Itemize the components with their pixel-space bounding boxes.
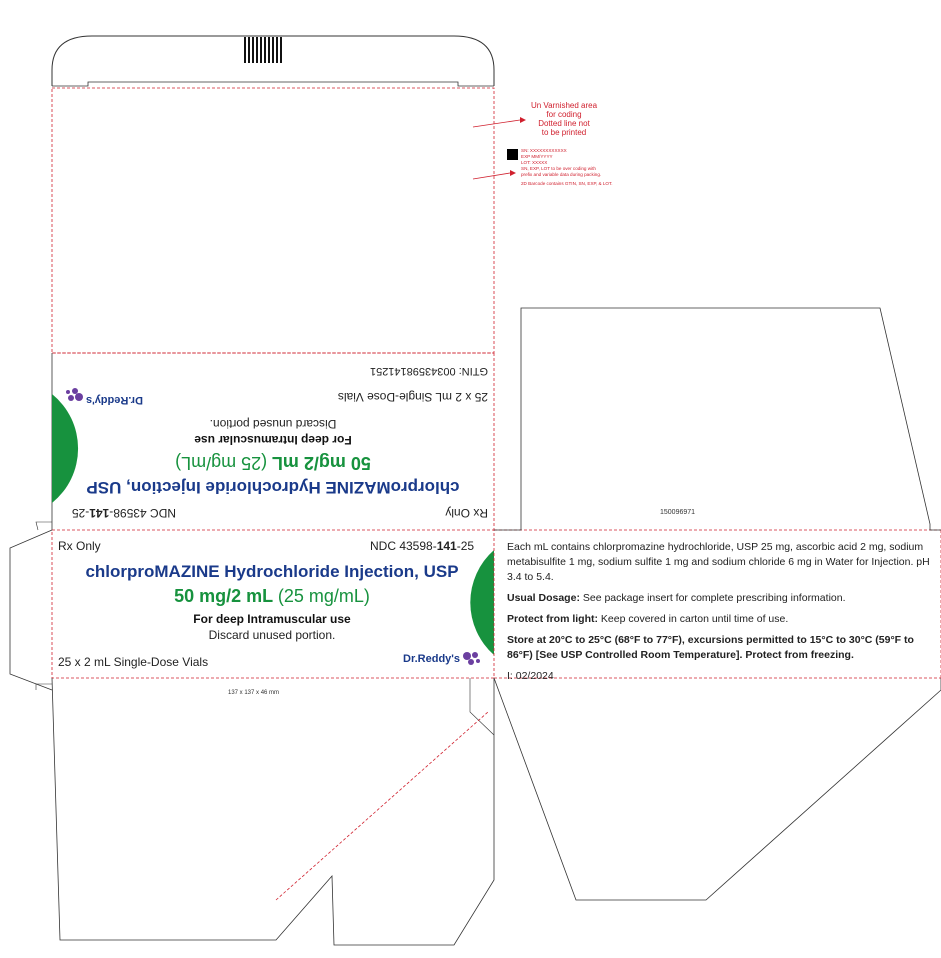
coding-area-note: Un Varnished area for coding Dotted line not to be printed [530, 101, 598, 137]
rx-only-label: Rx Only [445, 506, 488, 520]
product-title: chlorproMAZINE Hydrochloride Injection, USP [85, 562, 459, 581]
route-of-administration: For deep Intramuscular use [194, 433, 352, 447]
revision-code: I: 02/2024 [507, 670, 554, 682]
coding-sample-block: SN: XXXXXXXXXXXX EXP MM/YYYY LOT: XXXXX SN, EXP, LOT to be over coding with prefix and variable data during packing. 2D Barcode contains GTIN, SN, EXP, & LOT. [521, 148, 613, 187]
route-of-administration: For deep Intramuscular use [193, 612, 351, 626]
ndc-number: NDC 43598-141-25 [71, 506, 176, 520]
pack-size: 25 x 2 mL Single-Dose Vials [58, 655, 209, 669]
brand-logo: Dr.Reddy's [403, 653, 461, 665]
carton-dimensions: 137 x 137 x 46 mm [228, 690, 280, 696]
product-title: chlorproMAZINE Hydrochloride Injection, USP [86, 478, 460, 497]
discard-note: Discard unused portion. [208, 628, 336, 642]
logo-mark-front [463, 652, 480, 665]
usual-dosage-text: Usual Dosage: See package insert for complete prescribing information. [507, 592, 846, 604]
discard-note: Discard unused portion. [209, 417, 337, 431]
brand-logo: Dr.Reddy's [85, 394, 143, 406]
datamatrix-icon [507, 149, 518, 160]
barcode-graphic [244, 37, 282, 63]
protect-from-light-text: Protect from light: Keep covered in carton until time of use. [507, 613, 789, 625]
artwork-code: 150096971 [660, 509, 696, 516]
ndc-number: NDC 43598-141-25 [370, 539, 475, 553]
product-strength: 50 mg/2 mL (25 mg/mL) [174, 586, 370, 606]
pack-size: 25 x 2 mL Single-Dose Vials [337, 390, 488, 404]
side-info-panel [507, 540, 932, 690]
gtin-number: GTIN: 00343598141251 [369, 365, 488, 377]
rx-only-label: Rx Only [58, 539, 101, 553]
product-strength: 50 mg/2 mL (25 mg/mL) [175, 453, 371, 473]
composition-text: Each mL contains chlorpromazine hydrochloride, USP 25 mg, ascorbic acid 2 mg, sodium metabisulfite 1 mg, sodium sulfite 1 mg and sodium chloride 6 mg in Water for Injection. pH 3.4 to 5.4. [507, 541, 930, 583]
flipped-label-panel [52, 355, 494, 527]
storage-text: Store at 20°C to 25°C (68°F to 77°F), excursions permitted to 15°C to 30°C (59°F to 86°F) [See USP Controlled Room Temperature]. Protect from freezing. [507, 634, 914, 661]
